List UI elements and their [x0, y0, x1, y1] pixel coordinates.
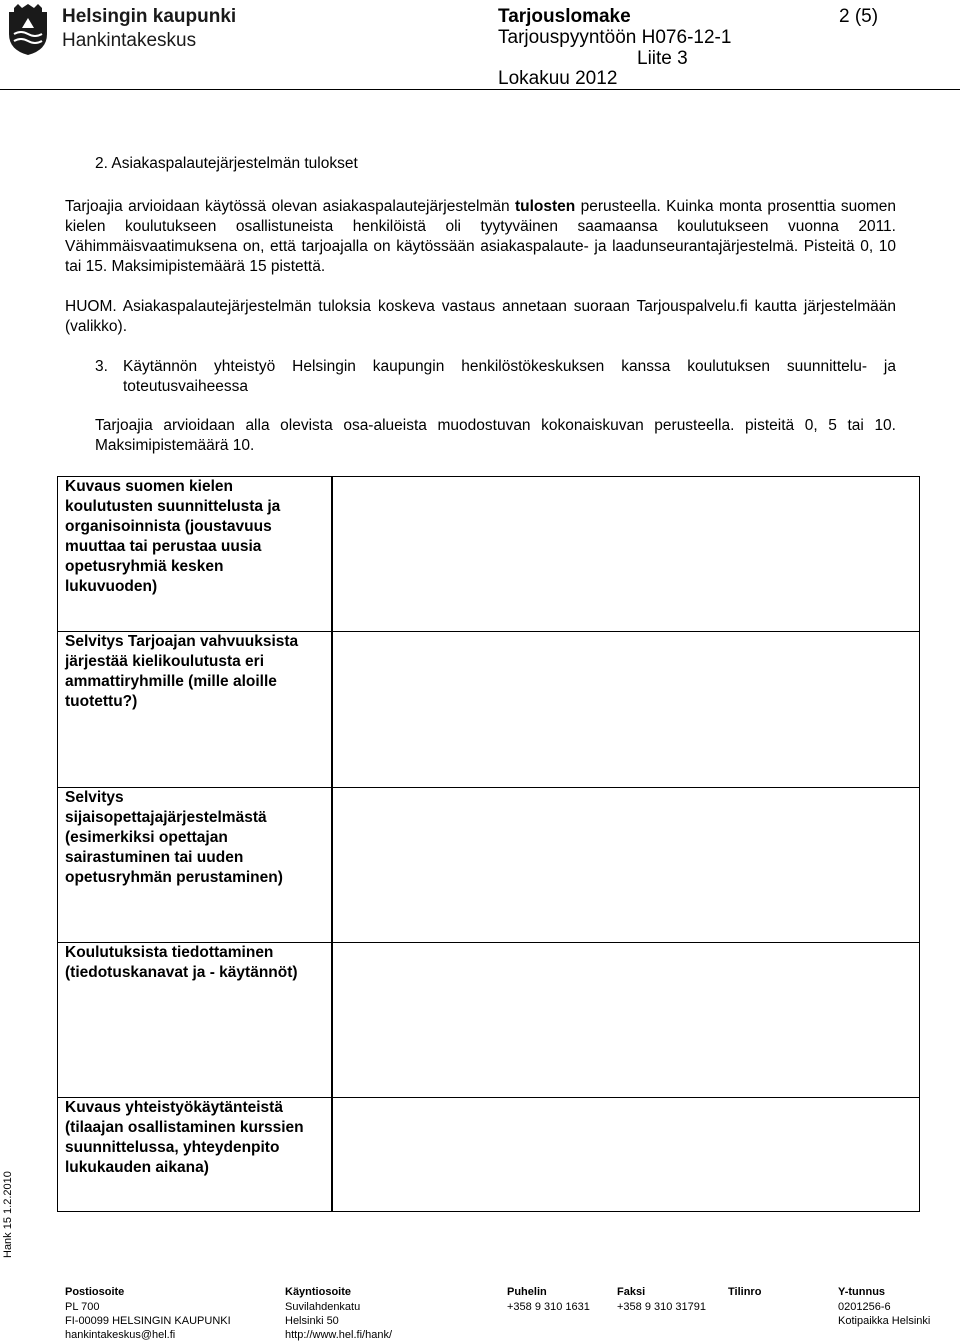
- footer-ytunnus-label: Y-tunnus: [838, 1286, 886, 1298]
- page-number: 2 (5): [839, 6, 879, 27]
- section-2-paragraph: [65, 197, 896, 277]
- footer-kayntiosoite-line: Suvilahdenkatu: [285, 1301, 361, 1313]
- table-row: [58, 1097, 919, 1211]
- doc-date: Lokakuu 2012: [498, 68, 618, 89]
- section-3-number: 3.: [95, 358, 108, 375]
- org-unit: Hankintakeskus: [62, 30, 197, 51]
- table-row: [58, 477, 919, 631]
- section-2-text-a: Tarjoajia arvioidaan käytössä olevan asiakaspalautejärjestelmän: [65, 198, 515, 215]
- footer-domicile: Kotipaikka Helsinki: [838, 1315, 931, 1327]
- footer-phone: +358 9 310 1631: [507, 1301, 590, 1313]
- answer-cell[interactable]: [333, 477, 919, 631]
- doc-title: Tarjouslomake: [498, 6, 631, 27]
- footer-postiosoite-line: FI-00099 HELSINGIN KAUPUNKI: [65, 1315, 231, 1327]
- answer-cell[interactable]: [333, 632, 919, 787]
- attachment-label: Liite 3: [637, 48, 688, 69]
- header-divider: [0, 89, 960, 90]
- footer-kayntiosoite-line: Helsinki 50: [285, 1315, 339, 1327]
- section-3-paragraph: Tarjoajia arvioidaan alla olevista osa-alueista muodostuvan kokonaiskuvan perusteella. pisteitä 0, 5 tai 10. Maksimipistemäärä 10.: [95, 417, 896, 454]
- org-name: Helsingin kaupunki: [62, 6, 237, 27]
- table-row: [58, 787, 919, 942]
- footer-puhelin-label: Puhelin: [507, 1286, 547, 1298]
- footer-fax: +358 9 310 31791: [617, 1301, 707, 1313]
- footer-email: hankintakeskus@hel.fi: [65, 1329, 176, 1341]
- row-label: Selvitys Tarjoajan vahvuuksista järjestää kielikoulutusta eri ammattiryhmille (mille aloille tuotettu?): [65, 633, 299, 710]
- table-row: [58, 942, 919, 1097]
- answer-cell[interactable]: [333, 943, 919, 1097]
- row-label: Selvitys sijaisopettajajärjestelmästä (esimerkiksi opettajan sairastuminen tai uuden opetusryhmän perustaminen): [65, 789, 283, 886]
- footer-faksi-label: Faksi: [617, 1286, 646, 1298]
- form-code: Hank 15 1.2.2010: [2, 1171, 14, 1258]
- footer-business-id: 0201256-6: [838, 1301, 891, 1313]
- footer-postiosoite-line: PL 700: [65, 1301, 100, 1313]
- section-2-note: HUOM. Asiakaspalautejärjestelmän tuloksia koskeva vastaus annetaan suoraan Tarjouspalvelu.fi kautta järjestelmään (valikko).: [65, 298, 896, 335]
- row-label: Kuvaus suomen kielen koulutusten suunnittelusta ja organisoinnista (joustavuus muuttaa tai perustaa uusia opetusryhmiä kesken lukuvuoden): [65, 478, 281, 595]
- row-label: Kuvaus yhteistyökäytänteistä (tilaajan osallistaminen kurssien suunnittelussa, yhteydenpito lukukauden aikana): [65, 1099, 304, 1176]
- footer-kayntiosoite-label: Käyntiosoite: [285, 1286, 352, 1298]
- footer-tilinro-label: Tilinro: [728, 1286, 762, 1298]
- footer-website: http://www.hel.fi/hank/: [285, 1329, 392, 1341]
- helsinki-crest-icon: [6, 4, 50, 56]
- section-3-heading: Käytännön yhteistyö Helsingin kaupungin henkilöstökeskuksen kanssa koulutuksen suunnittelu- ja toteutusvaiheessa: [123, 358, 896, 395]
- section-2-heading: 2. Asiakaspalautejärjestelmän tulokset: [95, 155, 358, 172]
- section-2-text-bold: tulosten: [514, 198, 576, 215]
- answer-cell[interactable]: [333, 788, 919, 942]
- doc-reference: Tarjouspyyntöön H076-12-1: [498, 27, 732, 48]
- evaluation-table: [57, 476, 920, 1212]
- footer-postiosoite-label: Postiosoite: [65, 1286, 125, 1298]
- answer-cell[interactable]: [333, 1098, 919, 1211]
- section-2-text-b: perusteella. Kuinka monta prosenttia suomen kielen koulutukseen osallistuneista henkilöistä oli tyytyväinen saamaansa koulutukseen vuonna 2011. Vähimmäisvaatimuksena on, että tarjoajalla on käytössään asiakaspalaute- ja laadunseurantajärjestelmä. Pisteitä 0, 10 tai 15. Maksimipistemäärä 15 pistettä.: [65, 198, 896, 275]
- table-row: [58, 631, 919, 787]
- row-label: Koulutuksista tiedottaminen (tiedotuskanavat ja - käytännöt): [65, 944, 298, 981]
